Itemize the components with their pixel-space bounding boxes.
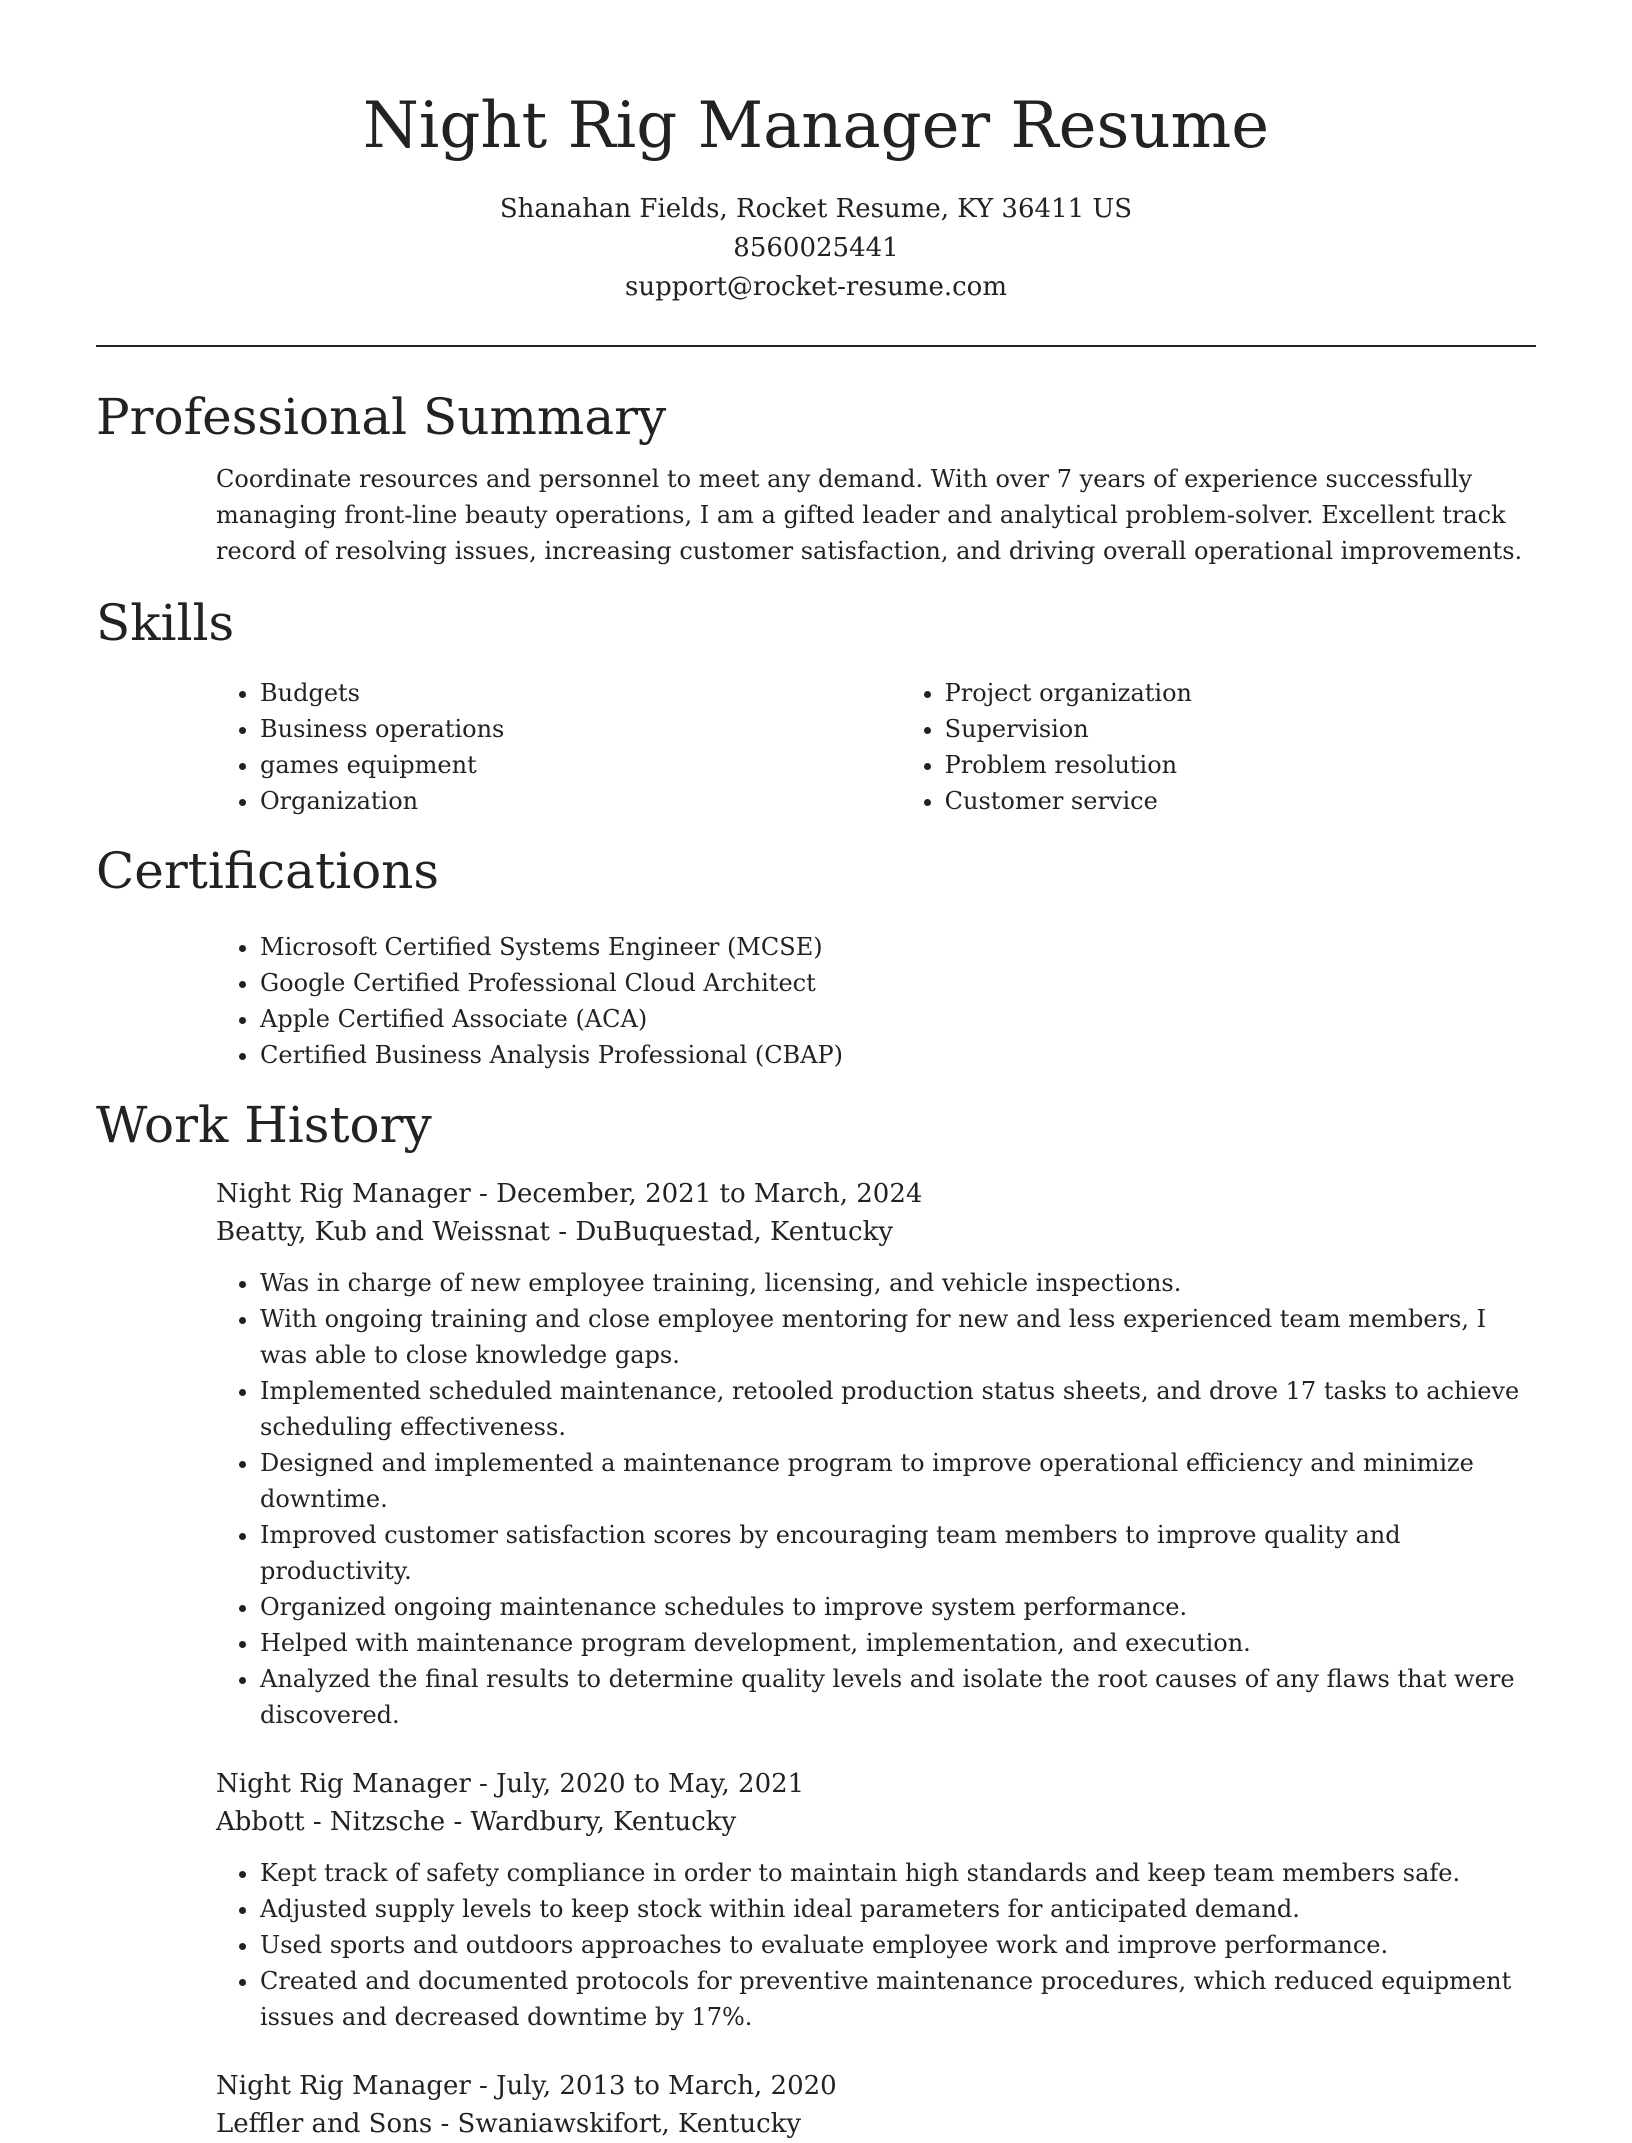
- job-bullet: • Was in charge of new employee training, licensing, and vehicle inspections.: [260, 1265, 1536, 1301]
- summary-section: [96, 387, 1536, 569]
- certification-item: • Google Certified Professional Cloud Architect: [260, 965, 1536, 1001]
- resume-page: [96, 0, 1536, 2143]
- job-bullet: • Designed and implemented a maintenance program to improve operational efficiency and minimize downtime.: [260, 1445, 1536, 1517]
- certification-item: • Certified Business Analysis Professional (CBAP): [260, 1037, 1536, 1073]
- job-header: [216, 1765, 1536, 1841]
- job-bullet: • Implemented scheduled maintenance, retooled production status sheets, and drove 17 tasks to achieve scheduling effectiveness.: [260, 1373, 1536, 1445]
- job-company-location: Leffler and Sons - Swaniawskifort, Kentucky: [216, 2109, 802, 2139]
- job-bullet: • Analyzed the final results to determine quality levels and isolate the root causes of any flaws that were discovered.: [260, 1661, 1536, 1733]
- skill-item: • games equipment: [260, 747, 901, 783]
- job-bullet: • Helped with maintenance program development, implementation, and execution.: [260, 1625, 1536, 1661]
- job-entry: [216, 1765, 1536, 2035]
- job-bullet: • Created and documented protocols for preventive maintenance procedures, which reduced equipment issues and decreased downtime by 17%.: [260, 1963, 1536, 2035]
- skill-item: • Problem resolution: [945, 747, 1536, 783]
- job-entry: [216, 1175, 1536, 1733]
- job-header: [216, 2067, 1536, 2143]
- header-divider: [96, 345, 1536, 347]
- job-bullet: • Kept track of safety compliance in order to maintain high standards and keep team members safe.: [260, 1855, 1536, 1891]
- certification-item: • Apple Certified Associate (ACA): [260, 1001, 1536, 1037]
- summary-heading: Professional Summary: [96, 388, 667, 446]
- job-bullet: • Used sports and outdoors approaches to evaluate employee work and improve performance.: [260, 1927, 1536, 1963]
- certifications-list: [216, 929, 1536, 1073]
- resume-title: Night Rig Manager Resume: [362, 89, 1270, 163]
- skills-heading: Skills: [96, 594, 235, 652]
- skill-item: • Supervision: [945, 711, 1536, 747]
- job-title-dates: Night Rig Manager - December, 2021 to March, 2024: [216, 1179, 923, 1209]
- contact-email: support@rocket-resume.com: [624, 272, 1007, 302]
- job-title-dates: Night Rig Manager - July, 2020 to May, 2021: [216, 1769, 805, 1799]
- job-bullet: • With ongoing training and close employee mentoring for new and less experienced team members, I was able to close knowledge gaps.: [260, 1301, 1536, 1373]
- skills-section: [96, 593, 1536, 819]
- job-company-location: Beatty, Kub and Weissnat - DuBuquestad, Kentucky: [216, 1217, 894, 1247]
- job-entry: [216, 2067, 1536, 2143]
- job-bullet: • Improved customer satisfaction scores by encouraging team members to improve quality and productivity.: [260, 1517, 1536, 1589]
- contact-phone: 8560025441: [733, 233, 899, 263]
- work-history-heading: Work History: [96, 1096, 432, 1154]
- skill-item: • Project organization: [945, 675, 1536, 711]
- certifications-section: [96, 841, 1536, 1073]
- skill-item: • Customer service: [945, 783, 1536, 819]
- job-bullets: [216, 1265, 1536, 1733]
- job-bullet: • Organized ongoing maintenance schedules to improve system performance.: [260, 1589, 1536, 1625]
- summary-text: Coordinate resources and personnel to meet any demand. With over 7 years of experience successfully managing front-line beauty operations, I am a gifted leader and analytical problem-solver. Excellent track record of resolving issues, increasing customer satisfaction, and driving overall operational improvements.: [216, 465, 1523, 565]
- skill-item: • Budgets: [260, 675, 901, 711]
- skills-column-left: [216, 675, 901, 819]
- skills-grid: [216, 675, 1536, 819]
- job-bullets: [216, 1855, 1536, 2035]
- job-company-location: Abbott - Nitzsche - Wardbury, Kentucky: [216, 1807, 737, 1837]
- skill-item: • Organization: [260, 783, 901, 819]
- contact-address: Shanahan Fields, Rocket Resume, KY 36411 US: [499, 194, 1133, 224]
- contact-block: [96, 190, 1536, 307]
- job-title-dates: Night Rig Manager - July, 2013 to March, 2020: [216, 2071, 837, 2101]
- skills-column-right: [901, 675, 1536, 819]
- job-bullet: • Adjusted supply levels to keep stock within ideal parameters for anticipated demand.: [260, 1891, 1536, 1927]
- job-header: [216, 1175, 1536, 1251]
- certification-item: • Microsoft Certified Systems Engineer (MCSE): [260, 929, 1536, 965]
- work-history-section: [96, 1095, 1536, 2143]
- skill-item: • Business operations: [260, 711, 901, 747]
- certifications-heading: Certifications: [96, 842, 440, 900]
